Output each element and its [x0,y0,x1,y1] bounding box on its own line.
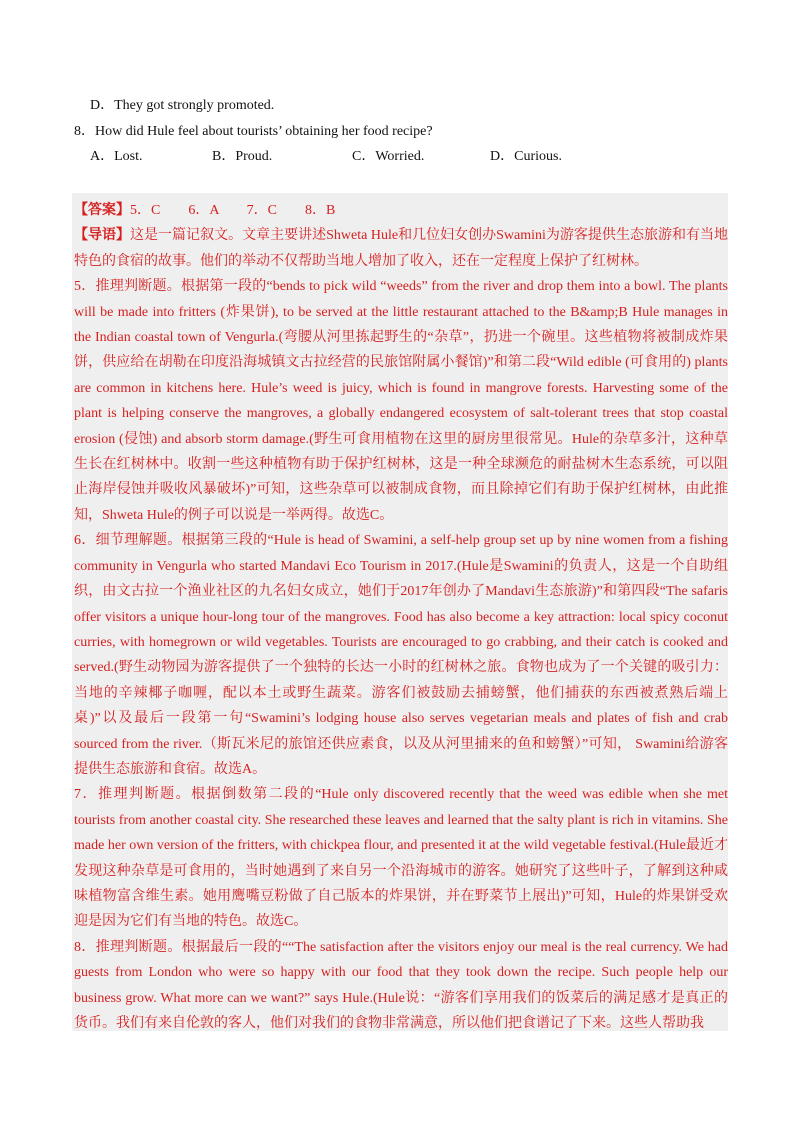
answer-key: 5．C 6．A 7．C 8．B [130,203,336,218]
answer-explanation [74,198,728,1036]
question-8-option-b: B．Proud. [212,149,273,164]
answer-label: 【答案】 [74,203,130,218]
question-7-option-d: D．They got strongly promoted. [90,98,275,113]
answer-key-line [74,198,728,223]
explanation-7: 7．推理判断题。根据倒数第二段的“Hule only discovered recently that the weed was edible when she met tourists from another coastal city. She researched these leaves and learned that the salty plant is rich in vitamins. She made her own version of the fritters, with chickpea flour, and presented it at the wild vegetable festival.(Hule最近才发现这种杂草是可食用的，当时她遇到了来自另一个沿海城市的游客。她研究了这些叶子，了解到这种咸味植物富含维生素。她用鹰嘴豆粉做了自己版本的炸果饼，并在野菜节上展出)”可知，Hule的炸果饼受欢迎是因为它们有当地的特色。故选C。 [74,787,728,930]
guide-label: 【导语】 [74,228,131,244]
guide-paragraph [74,223,728,274]
explanation-8: 8．推理判断题。根据最后一段的““The satisfaction after the visitors enjoy our meal is the real currency. We had guests from London who were so happy with our food that they took down the recipe. Such people help our business grow. What more can we want?” says Hule.(Hule说：“游客们享用我们的饭菜后的满足感才是真正的货币。我们有来自伦敦的客人，他们对我们的食物非常满意，所以他们把食谱记了下来。这些人帮助我 [74,939,728,1031]
question-8-prompt: 8．How did Hule feel about tourists’ obtaining her food recipe? [74,124,433,139]
guide-text: 这是一篇记叙文。文章主要讲述Shweta Hule和几位妇女创办Swamini为游客提供生态旅游和有当地特色的食宿的故事。他们的举动不仅帮助当地人增加了收入，还在一定程度上保护了红树林。 [74,228,728,269]
question-8-options [90,147,650,167]
question-8-option-d: D．Curious. [490,149,562,164]
question-8-option-c: C．Worried. [352,149,425,164]
explanation-6: 6．细节理解题。根据第三段的“Hule is head of Swamini, a self-help group set up by nine women from a fishing community in Vengurla who started Mandavi Eco Tourism in 2017.(Hule是Swamini的负责人，这是一个自助组织，由文古拉一个渔业社区的九名妇女成立，她们于2017年创办了Mandavi生态旅游)”和第四段“The safaris offer visitors a unique hour-long tour of the mangroves. Food has also become a key attraction: local spicy coconut curries, with homegrown or wild vegetables. Tourists are encouraged to go crabbing, and their catch is cooked and served.(野生动物园为游客提供了一个独特的长达一小时的红树林之旅。食物也成为了一个关键的吸引力：当地的辛辣椰子咖喱，配以本土或野生蔬菜。游客们被鼓励去捕螃蟹，他们捕获的东西被煮熟后端上桌)”以及最后一段第一句“Swamini’s lodging house also serves vegetarian meals and plates of fish and crab sourced from the river.（斯瓦米尼的旅馆还供应素食，以及从河里捕来的鱼和螃蟹）”可知， Swamini给游客提供生态旅游和食宿。故选A。 [74,533,728,777]
question-8-option-a: A．Lost. [90,149,143,164]
explanation-5: 5．推理判断题。根据第一段的“bends to pick wild “weeds” from the river and drop them into a bowl. The plants will be made into fritters (炸果饼), to be served at the little restaurant attached to the B&amp;B Hule manages in the Indian coastal town of Vengurla.(弯腰从河里拣起野生的“杂草”，扔进一个碗里。这些植物将被制成炸果饼，供应给在胡勒在印度沿海城镇文古拉经营的民旅馆附属小餐馆)”和第二段“Wild edible (可食用的) plants are common in kitchens here. Hule’s weed is juicy, which is found in mangrove forests. Harvesting some of the plant is helping conserve the mangroves, a globally endangered ecosystem of salt-tolerant trees that stop coastal erosion (侵蚀) and absorb storm damage.(野生可食用植物在这里的厨房里很常见。Hule的杂草多汁，这种草生长在红树林中。收割一些这种植物有助于保护红树林，这是一种全球濒危的耐盐树木生态系统，可以阻止海岸侵蚀并吸收风暴破坏)”可知，这些杂草可以被制成食物，而且除掉它们有助于保护红树林，由此推知，Shweta Hule的例子可以说是一举两得。故选C。 [74,279,728,523]
